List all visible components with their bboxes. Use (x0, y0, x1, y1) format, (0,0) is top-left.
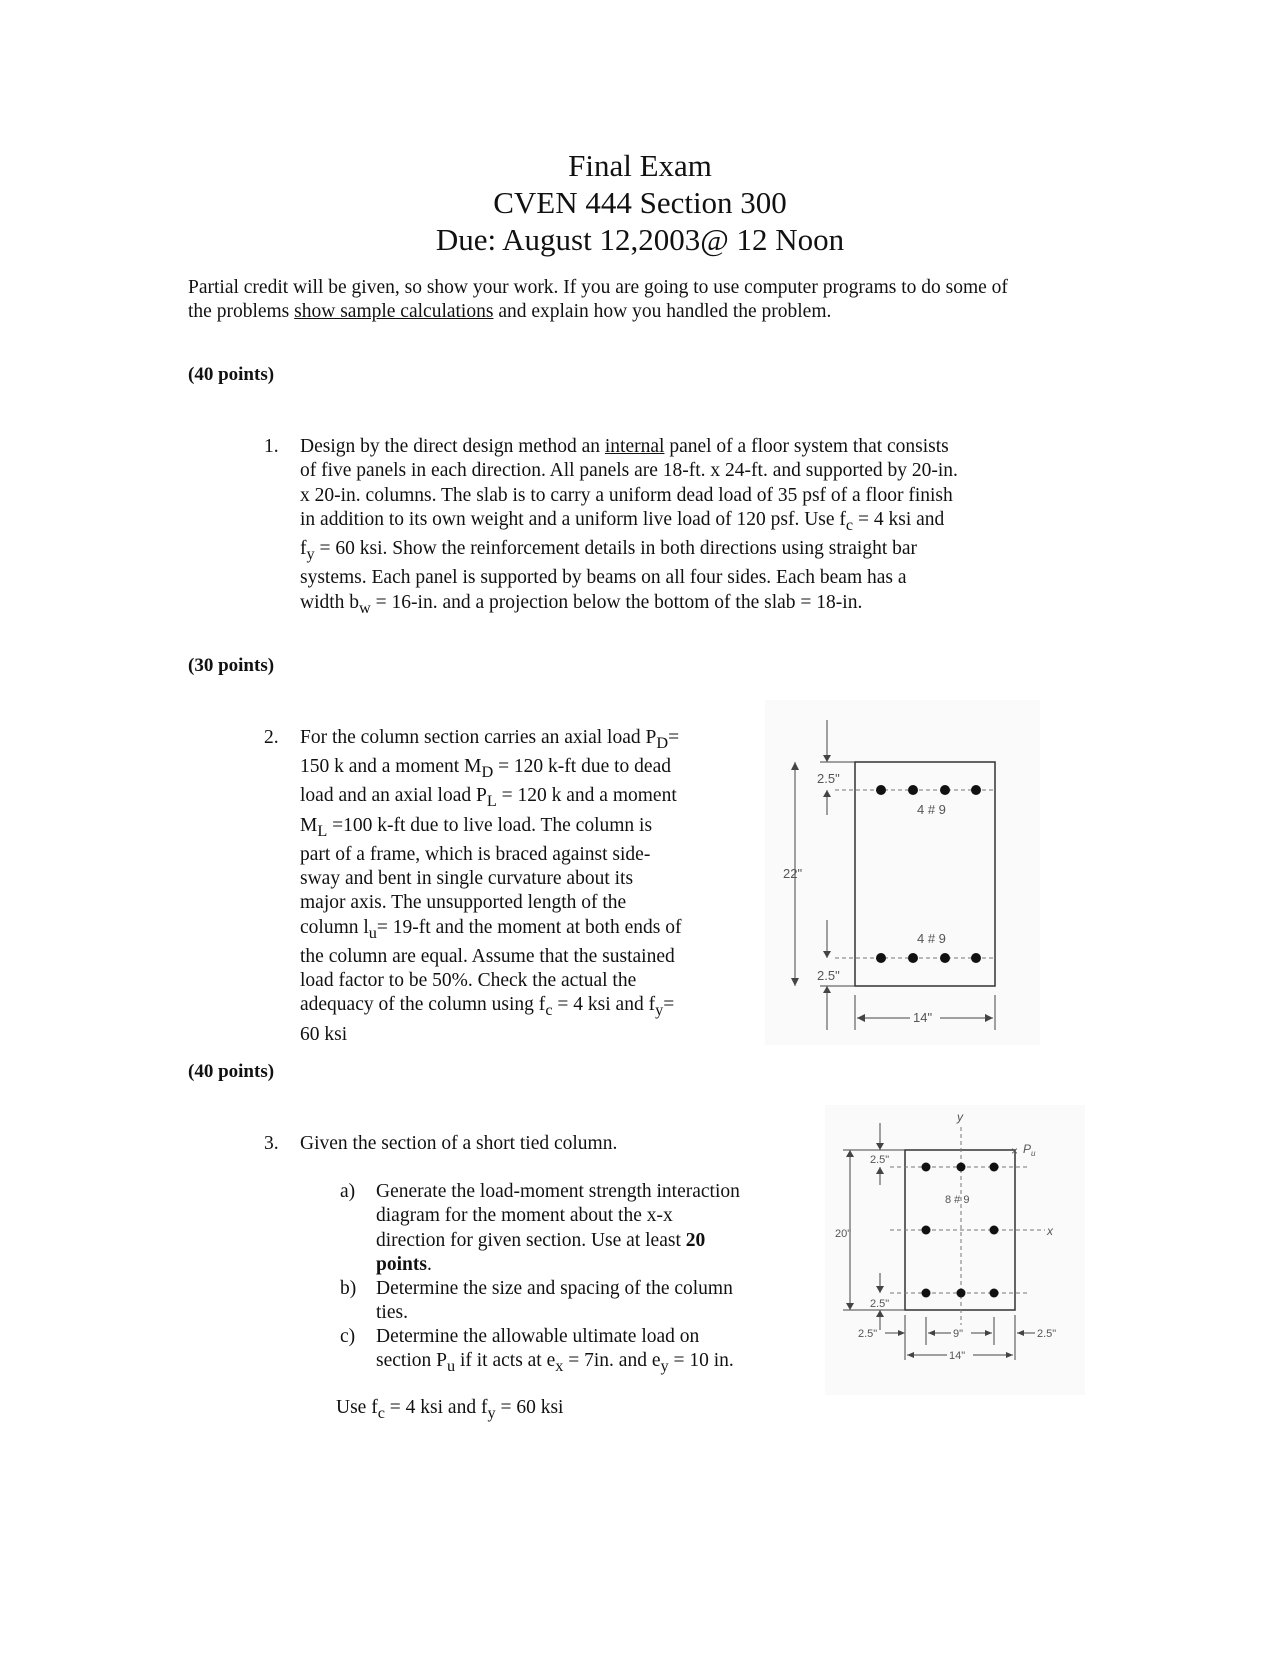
dim-bottom-cover: 2.5" (870, 1298, 890, 1310)
problem-2-line: 60 ksi (300, 1023, 348, 1045)
rebar-bottom (940, 953, 950, 963)
rebar (990, 1163, 999, 1172)
problem-2-line: load factor to be 50%. Check the actual the (300, 970, 637, 992)
dim-height: 22" (783, 866, 803, 881)
rebar-bottom (971, 953, 981, 963)
dim-top-cover: 2.5" (817, 771, 840, 786)
part-b-text: Determine the size and spacing of the column ties. (376, 1278, 733, 1324)
problem-2-points: (30 points) (188, 655, 275, 676)
dim-left-cover: 2.5" (858, 1328, 878, 1340)
problem-2-line: part of a frame, which is braced against side- (300, 843, 651, 865)
label-bars: 8 # 9 (945, 1194, 970, 1206)
intro-line-2: the problems show sample calculations and explain how you handled the problem. (188, 301, 832, 323)
rebar-top (908, 785, 918, 795)
problem-2-text (300, 726, 730, 1047)
part-b-label: b) (340, 1278, 357, 1299)
dim-height: 20" (835, 1228, 852, 1240)
underlined-phrase: show sample calculations (294, 301, 494, 323)
exam-title: Final Exam (568, 148, 712, 183)
problem-2-line: sway and bent in single curvature about its (300, 868, 634, 890)
problem-1-line: systems. Each panel is supported by beams on all four sides. Each beam has a (300, 567, 907, 589)
problem-1-points: (40 points) (188, 364, 275, 385)
part-a-label: a) (340, 1181, 356, 1202)
problem-3-points: (40 points) (188, 1061, 275, 1082)
problem-2-line: column $l_u= 19-ft$ and the moment at both ends of (300, 916, 682, 942)
problem-2-line: adequacy of the column using $f_c = 4$ ksi and $f_y=$ (300, 994, 675, 1020)
rebar (957, 1163, 966, 1172)
problem-2-line: $M_L =100$ k-ft due to live load. The column is (300, 814, 653, 840)
rebar-bottom (908, 953, 918, 963)
problem-2-line: the column are equal. Assume that the sustained (300, 945, 675, 967)
load-x-mark: × (1011, 1144, 1019, 1158)
label-bottom-bars: 4 # 9 (917, 931, 946, 946)
problem-1-line: of five panels in each direction. All panels are 18-ft. x 24-ft. and supported by 20-in. (300, 460, 958, 482)
rebar (990, 1289, 999, 1298)
rebar (922, 1163, 931, 1172)
dim-right-cover: 2.5" (1037, 1328, 1057, 1340)
rebar-top (940, 785, 950, 795)
problem-2-line: major axis. The unsupported length of the (300, 892, 627, 914)
intro-line-1: Partial credit will be given, so show your work. If you are going to use computer programs to do some of (188, 277, 1008, 298)
rebar (990, 1226, 999, 1235)
part-c-label: c) (340, 1326, 356, 1347)
rebar (957, 1289, 966, 1298)
problem-1-line: Design by the direct design method an internal panel of a floor system that consists (300, 436, 949, 457)
column-section-figure-2 (765, 700, 1040, 1045)
problem-2-line: load and an axial load $P_L = 120$ k and a moment (300, 785, 677, 811)
dim-width: 14" (949, 1350, 966, 1362)
dim-bottom-cover: 2.5" (817, 968, 840, 983)
label-top-bars: 4 # 9 (917, 802, 946, 817)
dim-top-cover: 2.5" (870, 1154, 890, 1166)
dim-width: 14" (913, 1010, 933, 1025)
intro-paragraph (188, 276, 1088, 325)
problem-1-line: in addition to its own weight and a uniform live load of 120 psf. Use $f_c = 4$ ksi and (300, 508, 945, 534)
column-section-figure-3 (825, 1105, 1085, 1395)
axis-x-label: x (1047, 1224, 1053, 1238)
problem-3-number: 3. (264, 1133, 279, 1154)
dim-inner-width: 9" (953, 1328, 964, 1340)
problem-1-line: x 20-in. columns. The slab is to carry a uniform dead load of 35 psf of a floor finish (300, 484, 953, 506)
problem-2-line: 150 k and a moment $M_D = 120$ k-ft due to dead (300, 756, 671, 782)
rebar-bottom (876, 953, 886, 963)
problem-2-line: For the column section carries an axial load $P_D=$ (300, 727, 680, 752)
problem-1-line: $f_y = 60$ ksi. Show the reinforcement details in both directions using straight bar (300, 538, 918, 563)
rebar (922, 1226, 931, 1235)
rebar (922, 1289, 931, 1298)
problem-2-number: 2. (264, 727, 279, 748)
due-date: Due: August 12,2003@ 12 Noon (435, 222, 845, 257)
course-title: CVEN 444 Section 300 (493, 185, 787, 220)
part-c-text: Determine the allowable ultimate load on section $P_u$ if it acts at $e_x = 7in$. and $e_y = 10$ in. (376, 1326, 734, 1376)
column-outline (855, 762, 995, 986)
axis-y-label: y (957, 1110, 963, 1124)
rebar-top (876, 785, 886, 795)
problem-1-line: width $b_w = 16-in$. and a projection below the bottom of the slab = 18-in. (300, 591, 863, 617)
problem-3-lead: Given the section of a short tied column. (300, 1133, 618, 1154)
problem-1-number: 1. (264, 436, 279, 457)
part-a-text: Generate the load-moment strength interaction diagram for the moment about the x-x direction for given section. Use at least 20 points. (376, 1181, 740, 1275)
material-properties: Use $f_c = 4$ ksi and $f_y = 60$ ksi (336, 1397, 564, 1422)
load-label: $P_u$ (1023, 1142, 1036, 1158)
problem-1-text (300, 435, 1020, 620)
rebar-top (971, 785, 981, 795)
